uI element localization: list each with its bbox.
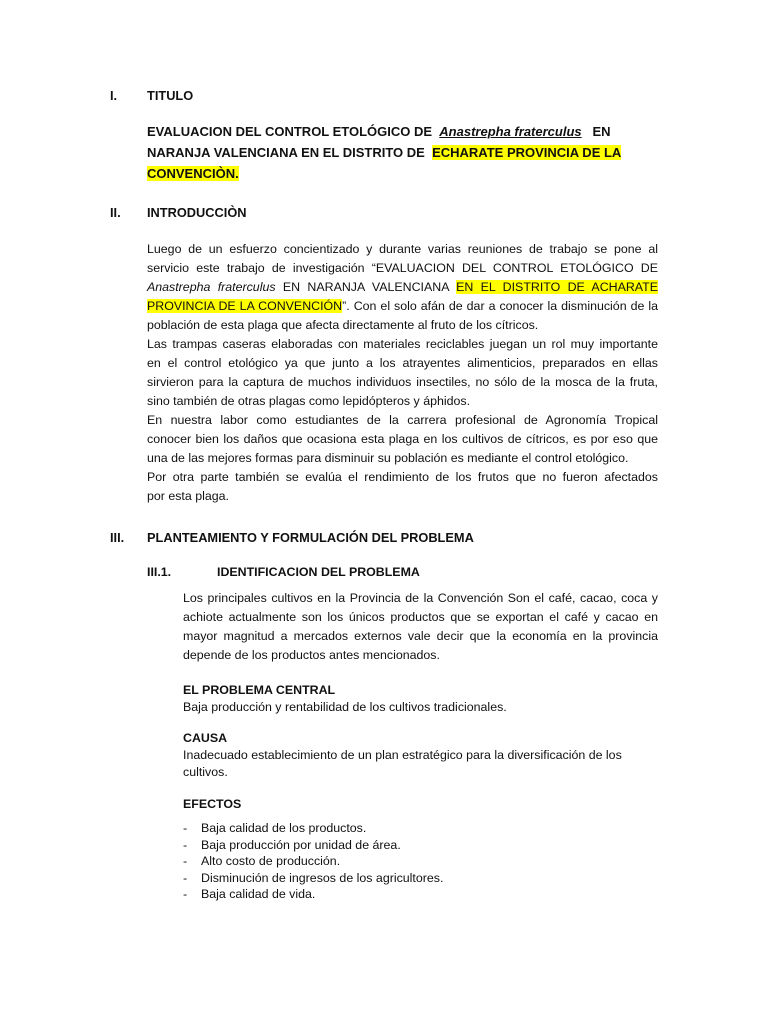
list-item bbox=[183, 886, 443, 903]
paragraph-line: achiote actualmente son los únicos productos que se exportan el café y cacao en bbox=[183, 610, 658, 624]
bullet-dash: - bbox=[183, 821, 188, 835]
paragraph-line bbox=[147, 297, 658, 316]
title-text: NARANJA VALENCIANA EN EL DISTRITO DE bbox=[147, 145, 425, 160]
section-title: PLANTEAMIENTO Y FORMULACIÓN DEL PROBLEMA bbox=[147, 530, 474, 545]
effects-list bbox=[183, 820, 443, 903]
intro-body bbox=[147, 240, 658, 506]
text-run: ”. Con el solo afán de dar a conocer la disminución de la bbox=[342, 299, 658, 313]
central-problem-label: EL PROBLEMA CENTRAL bbox=[183, 683, 336, 697]
list-item bbox=[183, 837, 443, 854]
paragraph-line: servicio este trabajo de investigación “EVALUACION DEL CONTROL ETOLÓGICO DE bbox=[147, 261, 658, 275]
document-title bbox=[147, 121, 627, 184]
cause-text: Inadecuado establecimiento de un plan estratégico para la diversificación de los bbox=[183, 748, 622, 762]
paragraph-line: por esta plaga. bbox=[147, 489, 229, 503]
effect-text: Baja producción por unidad de área. bbox=[201, 837, 401, 852]
highlighted-text: EN EL DISTRITO DE ACHARATE bbox=[456, 280, 658, 294]
bullet-dash: - bbox=[183, 887, 188, 901]
section-heading-titulo bbox=[110, 88, 193, 103]
paragraph-line: una de las mejores formas para disminuir su población es mediante el control etológico. bbox=[147, 451, 629, 465]
paragraph-line: mayor magnitud a mercados externos vale decir que la economía en la provincia bbox=[183, 629, 658, 643]
problem-body bbox=[183, 589, 658, 665]
subsection-title: IDENTIFICACION DEL PROBLEMA bbox=[217, 565, 420, 579]
central-problem-text: Baja producción y rentabilidad de los cultivos tradicionales. bbox=[183, 700, 507, 714]
list-item bbox=[183, 870, 443, 887]
cause-label: CAUSA bbox=[183, 731, 228, 745]
cause-text: cultivos. bbox=[183, 765, 228, 779]
paragraph-line: Las trampas caseras elaboradas con materiales reciclables juegan un rol muy importante bbox=[147, 337, 658, 351]
paragraph-line: Luego de un esfuerzo concientizado y durante varias reuniones de trabajo se pone al bbox=[147, 242, 658, 256]
section-title: INTRODUCCIÒN bbox=[147, 205, 247, 220]
section-heading-introduccion bbox=[110, 205, 247, 220]
central-problem bbox=[183, 681, 658, 716]
title-line-1 bbox=[147, 121, 627, 142]
paragraph-line: sirvieron para la captura de muchos individuos insectiles, no sólo de la mosca de la fruta, bbox=[147, 375, 658, 389]
paragraph-line: sino también de otras plagas como lepidópteros y áphidos. bbox=[147, 394, 471, 408]
paragraph-line: Los principales cultivos en la Provincia de la Convención Son el café, cacao, coca y bbox=[183, 591, 658, 605]
title-text: EVALUACION DEL CONTROL ETOLÓGICO DE bbox=[147, 124, 433, 139]
effect-text: Disminución de ingresos de los agricultores. bbox=[201, 870, 444, 885]
paragraph-line: conocer bien los daños que ocasiona esta plaga en los cultivos de cítricos, es por eso que bbox=[147, 432, 658, 446]
section-number: I. bbox=[110, 88, 118, 103]
effects-label: EFECTOS bbox=[183, 797, 242, 811]
section-heading-planteamiento bbox=[110, 530, 474, 545]
paragraph-line bbox=[147, 278, 658, 297]
subsection-heading bbox=[147, 565, 420, 579]
paragraph-line: En nuestra labor como estudiantes de la carrera profesional de Agronomía Tropical bbox=[147, 413, 658, 427]
text-run: EN NARANJA VALENCIANA bbox=[282, 280, 449, 294]
section-number: II. bbox=[110, 205, 121, 220]
title-text: EN bbox=[592, 124, 611, 139]
paragraph-line: en el control etológico ya que junto a los atrayentes alimenticios, preparados en ellas bbox=[147, 356, 658, 370]
effect-text: Baja calidad de los productos. bbox=[201, 821, 367, 835]
cause bbox=[183, 729, 658, 781]
title-line-2 bbox=[147, 142, 627, 163]
bullet-dash: - bbox=[183, 854, 188, 868]
effect-text: Baja calidad de vida. bbox=[201, 887, 316, 901]
paragraph-line: población de esta plaga que afecta directamente al fruto de los cítricos. bbox=[147, 318, 539, 332]
paragraph-line: depende de los productos antes mencionados. bbox=[183, 648, 440, 662]
species-name: Anastrepha fraterculus bbox=[147, 280, 276, 294]
bullet-dash: - bbox=[183, 837, 188, 852]
species-name: Anastrepha fraterculus bbox=[439, 124, 582, 139]
effect-text: Alto costo de producción. bbox=[201, 854, 341, 868]
highlighted-text: CONVENCIÒN. bbox=[147, 166, 239, 181]
paragraph-line: Por otra parte también se evalúa el rendimiento de los frutos que no fueron afectados bbox=[147, 470, 658, 484]
section-title: TITULO bbox=[147, 88, 194, 103]
highlighted-text: PROVINCIA DE LA CONVENCIÓN bbox=[147, 299, 343, 313]
bullet-dash: - bbox=[183, 870, 188, 885]
subsection-number: III.1. bbox=[147, 565, 172, 579]
effects bbox=[183, 795, 658, 813]
section-number: III. bbox=[110, 530, 125, 545]
highlighted-text: ECHARATE PROVINCIA DE LA bbox=[432, 145, 622, 160]
list-item bbox=[183, 853, 443, 870]
list-item bbox=[183, 820, 443, 837]
title-line-3 bbox=[147, 163, 627, 184]
